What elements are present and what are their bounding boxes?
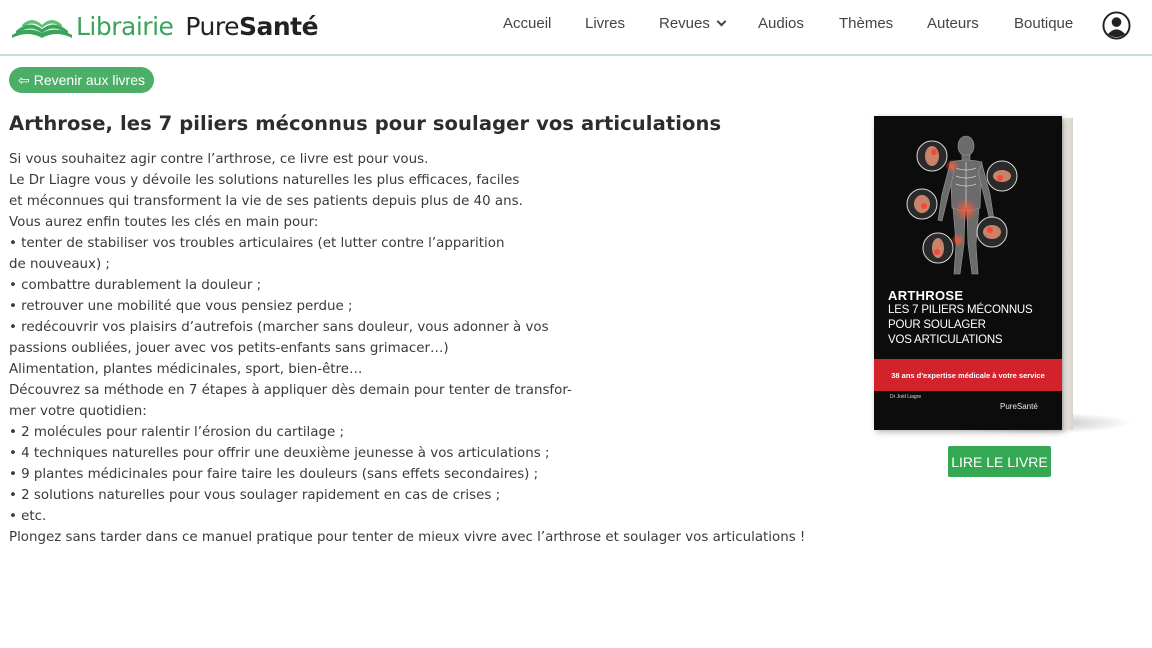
- description-line: mer votre quotidien:: [9, 404, 147, 419]
- nav-livres[interactable]: Livres: [585, 15, 626, 32]
- user-account-icon[interactable]: [1102, 11, 1131, 40]
- description-line: Découvrez sa méthode en 7 étapes à appliquer dès demain pour tenter de transfor-: [9, 383, 572, 398]
- description-line: Si vous souhaitez agir contre l’arthrose, ce livre est pour vous.: [9, 152, 429, 167]
- nav-auteurs[interactable]: Auteurs: [927, 15, 979, 32]
- description-line: • redécouvrir vos plaisirs d’autrefois (marcher sans douleur, vous adonner à vos: [9, 320, 549, 335]
- description-line: passions oubliées, jouer avec vos petits-enfants sans grimacer…): [9, 341, 449, 356]
- open-book-logo-icon: [10, 11, 74, 41]
- skeleton-joints-illustration: [874, 116, 1062, 286]
- description-line: Le Dr Liagre vous y dévoile les solutions naturelles les plus efficaces, faciles: [9, 173, 520, 188]
- cover-title: [888, 288, 1033, 348]
- description-line: Plongez sans tarder dans ce manuel pratique pour tenter de mieux vivre avec l’arthrose et soulager vos articulations !: [9, 530, 806, 545]
- book-description: [9, 149, 806, 548]
- description-line: • combattre durablement la douleur ;: [9, 278, 262, 293]
- nav-themes[interactable]: Thèmes: [839, 15, 894, 32]
- nav-revues-label: Revues: [659, 15, 710, 32]
- back-arrow-icon: ⇦: [18, 71, 30, 88]
- description-line: Vous aurez enfin toutes les clés en main pour:: [9, 215, 319, 230]
- site-logo[interactable]: [10, 8, 318, 44]
- back-to-books-button[interactable]: [9, 67, 154, 93]
- logo-word-puresante: [185, 12, 318, 41]
- cover-subtitle-line: LES 7 PILIERS MÉCONNUS: [888, 304, 1033, 316]
- description-line: • 2 molécules pour ralentir l’érosion du cartilage ;: [9, 425, 344, 440]
- description-line: de nouveaux) ;: [9, 257, 110, 272]
- nav-boutique[interactable]: Boutique: [1014, 15, 1074, 32]
- site-header: [0, 0, 1152, 56]
- book-title: Arthrose, les 7 piliers méconnus pour soulager vos articulations: [9, 112, 722, 135]
- description-line: Alimentation, plantes médicinales, sport, bien-être…: [9, 362, 363, 377]
- description-line: • etc.: [9, 509, 47, 524]
- cover-author: Dr Joël Liagre: [890, 394, 922, 400]
- description-line: et méconnues qui transforment la vie de ses patients depuis plus de 40 ans.: [9, 194, 523, 209]
- nav-audios[interactable]: Audios: [758, 15, 804, 32]
- cover-brand: PureSanté: [1000, 402, 1038, 411]
- book-cover: [874, 116, 1062, 430]
- logo-word-librairie: Librairie: [76, 11, 174, 41]
- book-cover-image[interactable]: [874, 116, 1124, 434]
- chevron-down-icon: [716, 17, 726, 27]
- nav-revues[interactable]: [659, 15, 725, 32]
- logo-pure: Pure: [185, 11, 239, 41]
- read-book-button[interactable]: LIRE LE LIVRE: [948, 446, 1051, 477]
- back-button-label: Revenir aux livres: [33, 72, 145, 88]
- description-line: • retrouver une mobilité que vous pensiez perdue ;: [9, 299, 353, 314]
- logo-sante: Santé: [239, 11, 319, 41]
- nav-accueil[interactable]: Accueil: [503, 15, 552, 32]
- description-line: • 4 techniques naturelles pour offrir une deuxième jeunesse à vos articulations ;: [9, 446, 550, 461]
- cover-banner: 38 ans d'expertise médicale à votre service: [874, 359, 1062, 391]
- description-line: • 2 solutions naturelles pour vous soulager rapidement en cas de crises ;: [9, 488, 501, 503]
- cover-subtitle-line: POUR SOULAGER: [888, 319, 986, 331]
- cover-subtitle-line: VOS ARTICULATIONS: [888, 334, 1003, 346]
- description-line: • 9 plantes médicinales pour faire taire les douleurs (sans effets secondaires) ;: [9, 467, 539, 482]
- cover-heading: ARTHROSE: [888, 288, 964, 303]
- description-line: • tenter de stabiliser vos troubles articulaires (et lutter contre l’apparition: [9, 236, 505, 251]
